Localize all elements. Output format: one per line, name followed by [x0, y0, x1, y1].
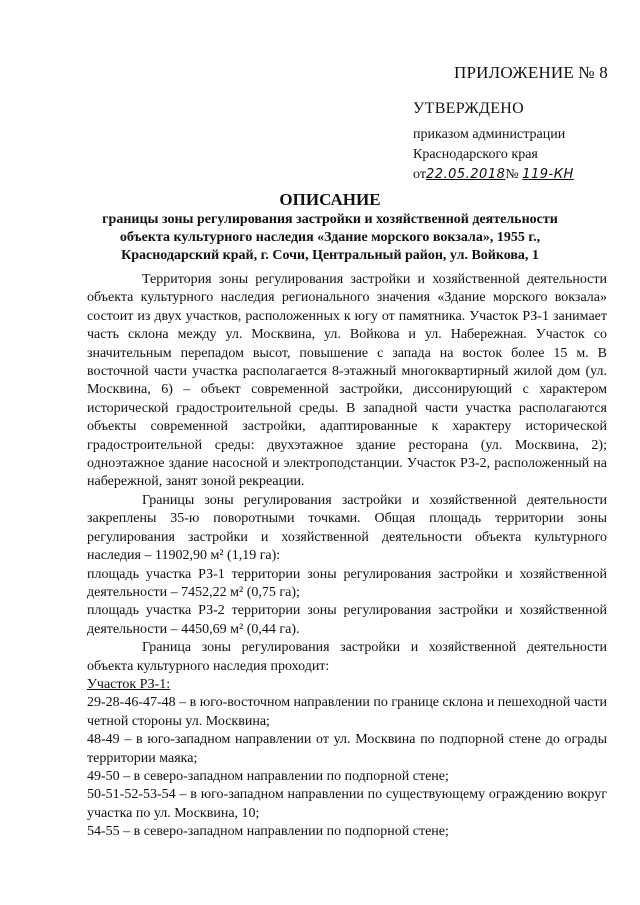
paragraph-territory: Территория зоны регулирования застройки и хозяйственной деятельности объекта культурного наследия регионального значения «Здание морского вокзала» состоит из двух участков, расположенных к югу от памятника. Участок РЗ-1 занимает часть склона между ул. Москвина, ул. Войкова и ул. Набережная. Участок со значительным перепадом высот, повышение с запада на восток более 15 м. В восточной части участка располагается 8-этажный многоквартирный жилой дом (ул. Москвина, 6) – объект современной застройки, диссонирующий с характером исторической градостроительной среды. В западной части участка располагаются объекты современной застройки, адаптированные к характеру исторической градостроительной среды: двухэтажное здание ресторана (ул. Москвина, 2); одноэтажное здание насосной и электроподстанции. Участок РЗ-2, расположенный на набережной, занят зоной рекреации. — [87, 272, 607, 490]
title-heading: ОПИСАНИЕ — [279, 190, 381, 209]
from-prefix: от — [413, 167, 426, 182]
route-item: 54-55 – в северо-западном направлении по подпорной стене; — [87, 824, 449, 840]
approved-label: УТВЕРЖДЕНО — [413, 100, 525, 117]
approval-stamp — [413, 99, 574, 185]
paragraph-boundary-route: Граница зоны регулирования застройки и хозяйственной деятельности объекта культурного наследия проходит: — [87, 640, 607, 674]
title-line-2: объекта культурного наследия «Здание морского вокзала», 1955 г., — [119, 230, 541, 245]
title-line-3: Краснодарский край, г. Сочи, Центральный район, ул. Войкова, 1 — [121, 248, 539, 263]
number-prefix: № — [505, 167, 519, 182]
document-body — [87, 271, 607, 842]
area-rz2: площадь участка РЗ-2 территории зоны регулирования застройки и хозяйственной деятельности – 4450,69 м² (0,44 га). — [87, 603, 607, 637]
title-line-1: границы зоны регулирования застройки и хозяйственной деятельности — [102, 212, 558, 227]
approval-date-line — [413, 165, 574, 185]
handwritten-date: 22.05.2018 — [425, 167, 506, 182]
route-item: 48-49 – в юго-западном направлении от ул. Москвина по подпорной стене до ограды территории маяка; — [87, 732, 607, 766]
handwritten-number: 119-КН — [522, 167, 574, 182]
document-title — [60, 191, 600, 265]
appendix-number: ПРИЛОЖЕНИЕ № 8 — [454, 63, 608, 82]
section-rz1-heading: Участок РЗ-1: — [87, 676, 171, 692]
route-item: 29-28-46-47-48 – в юго-восточном направлении по границе склона и пешеходной части четной стороны ул. Москвина; — [87, 695, 607, 729]
route-item: 50-51-52-53-54 – в юго-западном направлении по существующему ограждению вокруг участка по ул. Москвина, 10; — [87, 787, 607, 821]
route-item: 49-50 – в северо-западном направлении по подпорной стене; — [87, 768, 449, 784]
area-rz1: площадь участка РЗ-1 территории зоны регулирования застройки и хозяйственной деятельности – 7452,22 м² (0,75 га); — [87, 566, 607, 600]
approval-line-1: приказом администрации — [413, 127, 566, 142]
paragraph-boundaries: Границы зоны регулирования застройки и хозяйственной деятельности закреплены 35-ю поворотными точками. Общая площадь территории зоны регулирования застройки и хозяйственной деятельности объекта культурного наследия – 11902,90 м² (1,19 га): — [87, 492, 607, 564]
approval-line-2: Краснодарского края — [413, 147, 538, 162]
